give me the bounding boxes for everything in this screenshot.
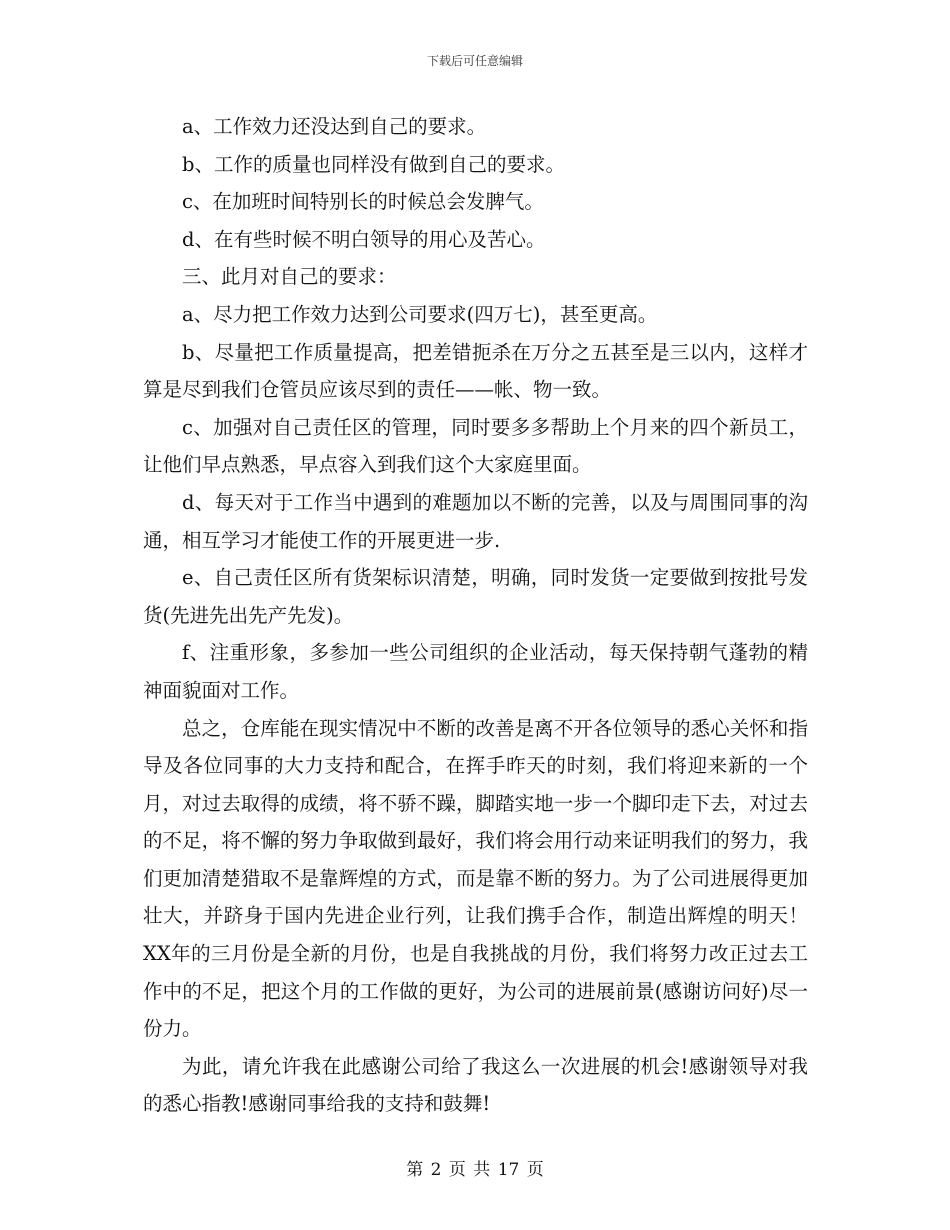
page-number: 第 2 页 共 17 页	[406, 1160, 544, 1180]
document-body	[143, 108, 808, 1123]
paragraph-requirement-f: f、注重形象，多参加一些公司组织的企业活动，每天保持朝气蓬勃的精神面貌面对工作。	[143, 641, 808, 702]
paragraph-summary: 总之，仓库能在现实情况中不断的改善是离不开各位领导的悉心关怀和指导及各位同事的大力支持和配合，在挥手昨天的时刻，我们将迎来新的一个月，对过去取得的成绩，将不骄不躁，脚踏实地一步一个脚印走下去，对过去的不足，将不懈的努力争取做到最好，我们将会用行动来证明我们的努力，我们更加清楚猎取不是靠辉煌的方式，而是靠不断的努力。为了公司进展得更加壮大，并跻身于国内先进企业行列，让我们携手合作，制造出辉煌的明天！XX年的三月份是全新的月份，也是自我挑战的月份，我们将努力改正过去工作中的不足，把这个月的工作做的更好，为公司的进展前景(感谢访问好)尽一份力。	[143, 716, 808, 1041]
paragraph-requirement-e: e、自己责任区所有货架标识清楚，明确，同时发货一定要做到按批号发货(先进先出先产先发)。	[143, 566, 808, 627]
header-note: 下载后可任意编辑	[426, 54, 523, 68]
paragraph-requirement-b: b、尽量把工作质量提高，把差错扼杀在万分之五甚至是三以内，这样才算是尽到我们仓管员应该尽到的责任——帐、物一致。	[143, 340, 808, 402]
paragraph-requirement-d: d、每天对于工作当中遇到的难题加以不断的完善，以及与周围同事的沟通，相互学习才能使工作的开展更进一步.	[143, 490, 808, 552]
paragraph-item-c-overtime: c、在加班时间特别长的时候总会发脾气。	[182, 190, 544, 214]
section-heading-requirements: 三、此月对自己的要求：	[182, 265, 397, 289]
paragraph-item-b-quality: b、工作的质量也同样没有做到自己的要求。	[182, 152, 565, 176]
paragraph-requirement-c: c、加强对自己责任区的管理，同时要多多帮助上个月来的四个新员工，让他们早点熟悉，早点容入到我们这个大家庭里面。	[143, 415, 808, 477]
paragraph-item-a-efficiency: a、工作效力还没达到自己的要求。	[182, 115, 487, 138]
paragraph-item-d-understanding: d、在有些时候不明白领导的用心及苦心。	[182, 227, 546, 251]
paragraph-requirement-a: a、尽力把工作效力达到公司要求(四万七)，甚至更高。	[182, 302, 658, 326]
paragraph-thanks: 为此，请允许我在此感谢公司给了我这么一次进展的机会!感谢领导对我的悉心指教!感谢同事给我的支持和鼓舞!	[143, 1054, 808, 1116]
